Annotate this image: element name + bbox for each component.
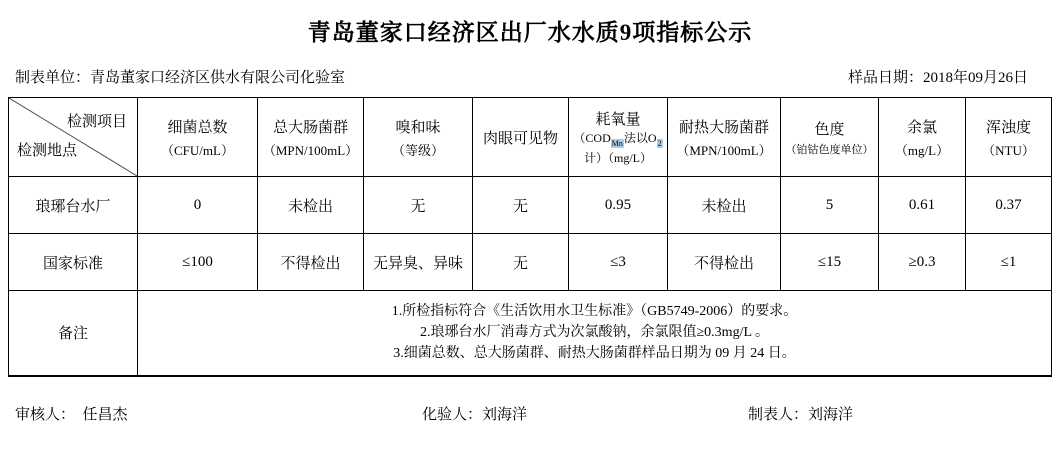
cell-value: 未检出: [258, 177, 364, 234]
remark-content: [138, 291, 1052, 376]
col-header-odor-taste: 嗅和味 （等级）: [364, 98, 473, 177]
cell-value: 无异臭、异味: [364, 234, 473, 291]
producer-label: 制表单位：青岛董家口经济区供水有限公司化验室: [15, 70, 346, 86]
col-header-total-coliform: 总大肠菌群 （MPN/100mL）: [258, 98, 364, 177]
col-header-visible-matter: 肉眼可见物: [473, 98, 569, 177]
row-label-plant: 琅琊台水厂: [9, 177, 138, 234]
table-row-plant: [9, 177, 1052, 234]
cod-mn-subscript: Mn: [611, 138, 623, 148]
cell-value: ≤100: [138, 234, 258, 291]
cell-value: 无: [473, 234, 569, 291]
page-title: 青岛董家口经济区出厂水水质9项指标公示: [307, 20, 753, 45]
cell-value: ≤3: [569, 234, 668, 291]
cell-value: 无: [364, 177, 473, 234]
preparer-label: 制表人：刘海洋: [748, 407, 854, 423]
cell-value: 未检出: [668, 177, 781, 234]
cell-value: 0.61: [879, 177, 966, 234]
corner-label-items: 检测项目: [66, 114, 127, 130]
reviewer-label: 审核人： 任昌杰: [15, 407, 128, 423]
table-row-national-standard: [9, 234, 1052, 291]
cell-value: ≤1: [966, 234, 1052, 291]
col-header-chroma: 色度 （铂钴色度单位）: [781, 98, 879, 177]
cell-value: 无: [473, 177, 569, 234]
header-row: [9, 98, 1052, 177]
cell-value: 0.37: [966, 177, 1052, 234]
cell-value: 不得检出: [668, 234, 781, 291]
remark-label: 备注: [9, 291, 138, 376]
remark-line-2: 2.琅琊台水厂消毒方式为次氯酸钠，余氯限值≥0.3mg/L 。: [420, 325, 769, 341]
cell-value: 0.95: [569, 177, 668, 234]
o2-subscript: 2: [657, 138, 662, 148]
col-header-cod: 耗氧量 （$COD_{Mn}$法以$O_2$计）（mg/L）: [569, 98, 668, 177]
remark-line-1: 1.所检指标符合《生活饮用水卫生标准》（GB5749-2006）的要求。: [391, 304, 798, 320]
cell-value: 0: [138, 177, 258, 234]
corner-cell: [9, 98, 138, 177]
corner-label-location: 检测地点: [17, 143, 78, 159]
col-header-thermotolerant-coliform: 耐热大肠菌群 （MPN/100mL）: [668, 98, 781, 177]
remark-line-3: 3.细菌总数、总大肠菌群、耐热大肠菌群样品日期为 09 月 24 日。: [393, 346, 796, 362]
cell-value: ≤15: [781, 234, 879, 291]
col-header-turbidity: 浑浊度 （NTU）: [966, 98, 1052, 177]
row-label-standard: 国家标准: [9, 234, 138, 291]
cell-value: ≥0.3: [879, 234, 966, 291]
col-header-residual-chlorine: 余氯 （mg/L）: [879, 98, 966, 177]
remark-row: [9, 291, 1052, 376]
tester-label: 化验人：刘海洋: [422, 407, 528, 423]
col-header-bacteria: 细菌总数 （CFU/mL）: [138, 98, 258, 177]
sample-date-label: 样品日期：2018年09月26日: [847, 70, 1028, 86]
cell-value: 5: [781, 177, 879, 234]
cell-value: 不得检出: [258, 234, 364, 291]
water-quality-table: [8, 97, 1052, 377]
